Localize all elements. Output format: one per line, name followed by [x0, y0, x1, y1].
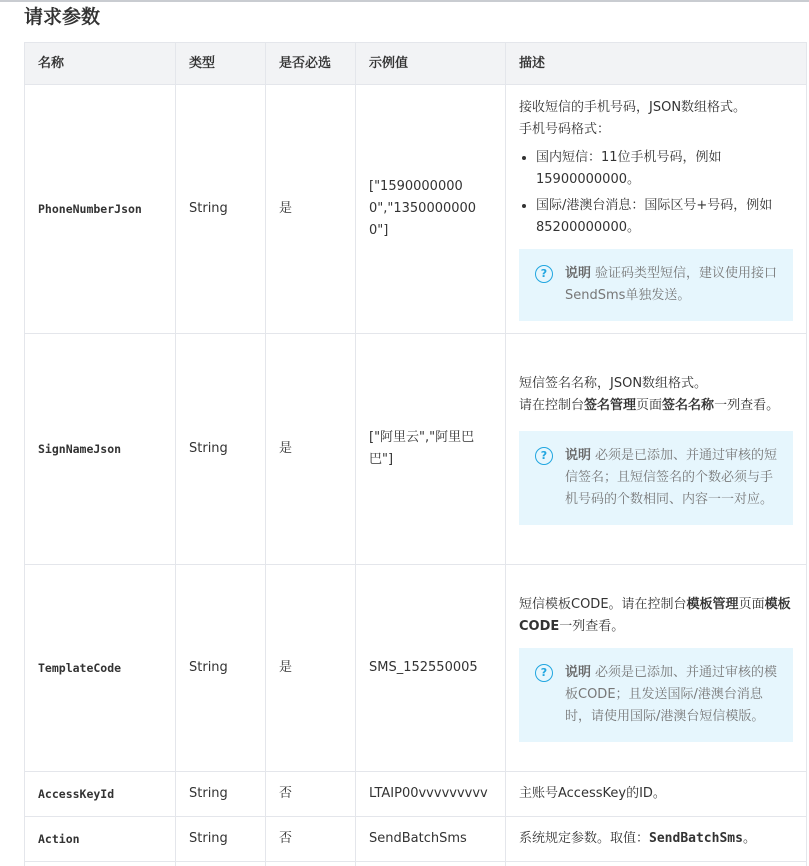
table-row [25, 85, 807, 334]
description-text [519, 395, 793, 417]
header-description: 描述 [506, 43, 807, 85]
note-content [565, 662, 778, 728]
param-description [506, 334, 807, 565]
text-span: 系统规定参数。取值： [519, 831, 650, 846]
text-span: 一列查看。 [714, 398, 780, 413]
param-name: TemplateCode [25, 565, 176, 772]
table-row [25, 565, 807, 772]
param-name: SignNameJson [25, 334, 176, 565]
header-name: 名称 [25, 43, 176, 85]
param-description: 主账号AccessKey的ID。 [506, 772, 807, 817]
table-cell [356, 862, 506, 866]
text-span: 页面 [636, 398, 663, 413]
param-name: AccessKeyId [25, 772, 176, 817]
param-name: Action [25, 817, 176, 862]
param-required: 是 [266, 565, 356, 772]
table-cell [266, 862, 356, 866]
note-box [519, 648, 793, 742]
description-text: 手机号码格式： [519, 122, 611, 137]
text-span: 页面 [738, 597, 765, 612]
note-text: 验证码类型短信，建议使用接口SendSms单独发送。 [565, 266, 778, 303]
param-example: LTAIP00vvvvvvvvv [356, 772, 506, 817]
note-text: 必须是已添加、并通过审核的短信签名；且短信签名的个数必须与手机号码的个数相同、内容一一对应。 [565, 448, 778, 507]
param-example: SendBatchSms [356, 817, 506, 862]
format-list [519, 147, 793, 239]
param-description [506, 565, 807, 772]
param-example: ["阿里云","阿里巴巴"] [356, 334, 506, 565]
table-cell [176, 862, 266, 866]
param-required: 是 [266, 85, 356, 334]
table-row [25, 334, 807, 565]
list-item: • 国际/港澳台消息：国际区号+号码，例如85200000000。 [536, 195, 793, 239]
bold-text: 模板管理 [686, 597, 739, 612]
bold-text: 签名名称 [662, 398, 715, 413]
top-divider [0, 0, 809, 2]
header-example: 示例值 [356, 43, 506, 85]
table-header-row [25, 43, 807, 85]
param-type: String [176, 85, 266, 334]
note-box [519, 431, 793, 525]
description-text: 接收短信的手机号码，JSON数组格式。 [519, 100, 747, 115]
param-name: PhoneNumberJson [25, 85, 176, 334]
param-type: String [176, 772, 266, 817]
param-type: String [176, 565, 266, 772]
table-row [25, 772, 807, 817]
text-span: 请在控制台 [519, 398, 585, 413]
table-row [25, 817, 807, 862]
note-box [519, 249, 793, 321]
header-type: 类型 [176, 43, 266, 85]
table-cell [506, 862, 807, 866]
param-required: 否 [266, 817, 356, 862]
text-span: 短信模板CODE。请在控制台 [519, 597, 687, 612]
note-content [565, 445, 778, 511]
question-circle-icon: ? [535, 265, 553, 283]
param-type: String [176, 817, 266, 862]
param-type: String [176, 334, 266, 565]
request-params-table [24, 42, 807, 866]
note-title: 说明 [565, 448, 592, 463]
question-circle-icon: ? [535, 447, 553, 465]
section-title: 请求参数 [24, 6, 101, 28]
note-text: 必须是已添加、并通过审核的模板CODE；且发送国际/港澳台消息时，请使用国际/港澳台短信模版。 [565, 665, 778, 724]
param-description [506, 85, 807, 334]
text-span: 。 [742, 831, 756, 846]
note-title: 说明 [565, 266, 592, 281]
param-example: SMS_152550005 [356, 565, 506, 772]
text-span: 一列查看。 [559, 619, 625, 634]
param-required: 否 [266, 772, 356, 817]
list-item: • 国内短信：11位手机号码，例如15900000000。 [536, 147, 793, 191]
table-cell [25, 862, 176, 866]
table-row [25, 862, 807, 866]
param-example: ["15900000000","13500000000"] [356, 85, 506, 334]
bold-text: 模板CODE [519, 597, 791, 634]
param-required: 是 [266, 334, 356, 565]
description-text [519, 594, 793, 638]
description-text: 短信签名名称，JSON数组格式。 [519, 376, 708, 391]
param-description [506, 817, 807, 862]
question-circle-icon: ? [535, 664, 553, 682]
note-content [565, 263, 778, 307]
bold-code-text: SendBatchSms [649, 831, 743, 846]
note-title: 说明 [565, 665, 592, 680]
bold-text: 签名管理 [584, 398, 637, 413]
header-required: 是否必选 [266, 43, 356, 85]
